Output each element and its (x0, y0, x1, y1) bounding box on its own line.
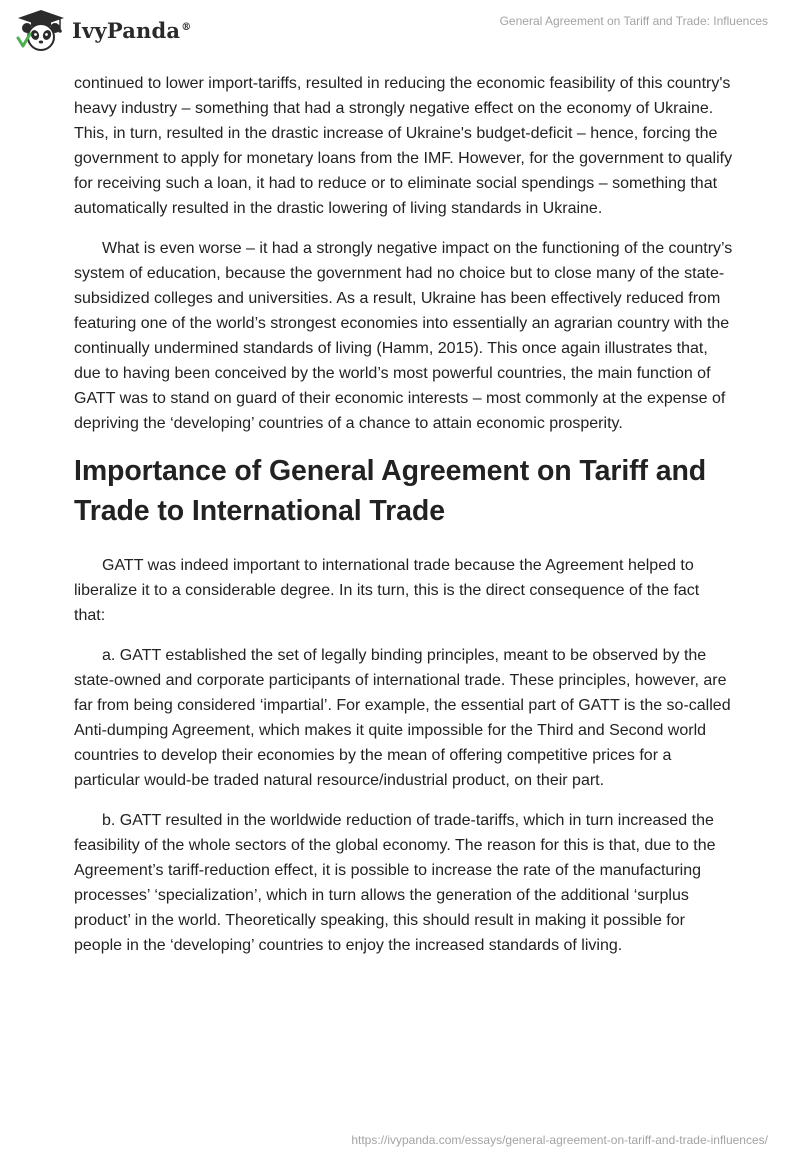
essay-content (74, 71, 734, 973)
brand-name: IvyPanda® (72, 17, 192, 43)
paragraph-3: GATT was indeed important to international trade because the Agreement helped to liberalize it to a considerable degree. In its turn, this is the direct consequence of the fact that: (74, 557, 700, 624)
page-header (0, 0, 800, 60)
section-heading: Importance of General Agreement on Tariff and Trade to International Trade (74, 455, 707, 527)
list-item-b: b. GATT resulted in the worldwide reduction of trade-tariffs, which in turn increased the feasibility of the whole sectors of the global economy. The reason for this is that, due to the Agreement’s tariff-reduction effect, it is possible to increase the rate of the manufacturing processes’ ‘specialization’, which in turn allows the generation of the additional ‘surplus product’ in the world. Theoretically speaking, this should result in making it possible for people in the ‘developing’ countries to enjoy the increased standards of living. (74, 812, 716, 954)
paragraph-2: What is even worse – it had a strongly negative impact on the functioning of the country’s system of education, because the government had no choice but to close many of the state-subsidized colleges and universities. As a result, Ukraine has been effectively reduced from featuring one of the world’s strongest economies into essentially an agrarian country with the continually undermined standards of living (Hamm, 2015). This once again illustrates that, due to having been conceived by the world’s most powerful countries, the main function of GATT was to stand on guard of their economic interests – most commonly at the expense of depriving the ‘developing’ countries of a chance to attain economic prosperity. (74, 240, 733, 432)
ivypanda-logo[interactable] (14, 8, 191, 52)
panda-graduate-icon (14, 8, 68, 52)
source-url-link[interactable]: https://ivypanda.com/essays/general-agreement-on-tariff-and-trade-influences/ (351, 1133, 768, 1147)
document-title: General Agreement on Tariff and Trade: Influences (499, 14, 768, 28)
list-item-a: a. GATT established the set of legally binding principles, meant to be observed by the state-owned and corporate participants of international trade. These principles, however, are far from being considered ‘impartial’. For example, the essential part of GATT is the so-called Anti-dumping Agreement, which makes it quite impossible for the Third and Second world countries to develop their economies by the mean of offering competitive prices for a particular would-be traded natural resource/industrial product, on their part. (74, 647, 731, 789)
paragraph-1: continued to lower import-tariffs, resulted in reducing the economic feasibility of this country's heavy industry – something that had a strongly negative effect on the economy of Ukraine. This, in turn, resulted in the drastic increase of Ukraine's budget-deficit – hence, forcing the government to apply for monetary loans from the IMF. However, for the government to qualify for receiving such a loan, it had to reduce or to eliminate social spendings – something that automatically resulted in the drastic lowering of living standards in Ukraine. (74, 75, 733, 217)
